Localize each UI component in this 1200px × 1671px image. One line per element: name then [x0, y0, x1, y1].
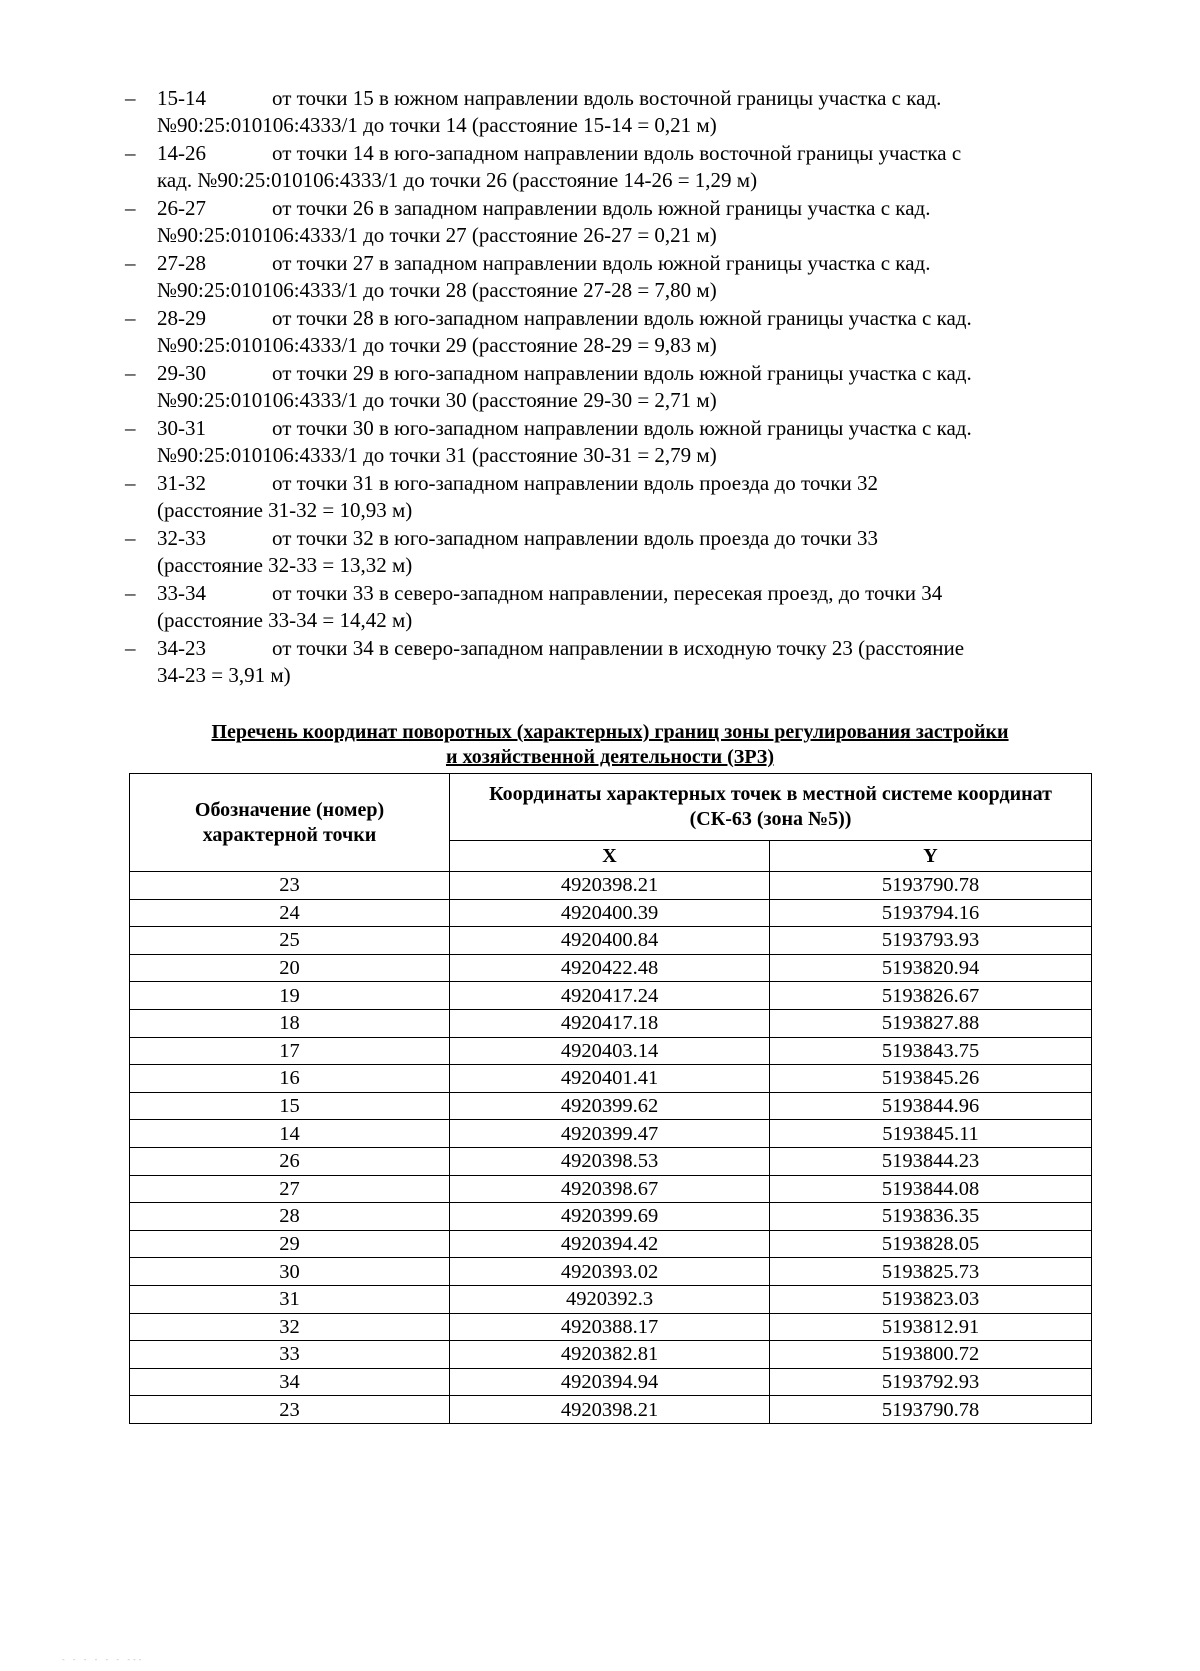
segment-item [125, 140, 1085, 194]
x-cell: 4920400.39 [450, 899, 770, 927]
segment-item [125, 470, 1085, 524]
y-cell: 5193827.88 [770, 1009, 1092, 1037]
y-cell: 5193800.72 [770, 1341, 1092, 1369]
x-cell: 4920382.81 [450, 1341, 770, 1369]
point-cell: 25 [130, 927, 450, 955]
header-x: X [450, 841, 770, 872]
segment-item [125, 635, 1085, 689]
table-row [130, 1175, 1092, 1203]
table-row [130, 1396, 1092, 1424]
segment-item [125, 85, 1085, 139]
point-cell: 19 [130, 982, 450, 1010]
x-cell: 4920398.67 [450, 1175, 770, 1203]
table-row [130, 927, 1092, 955]
segment-description-cont: №90:25:010106:4333/1 до точки 14 (расстояние 15-14 = 0,21 м) [157, 113, 717, 137]
y-cell: 5193794.16 [770, 899, 1092, 927]
table-row [130, 1230, 1092, 1258]
segment-code: 31-32 [157, 471, 206, 495]
point-cell: 32 [130, 1313, 450, 1341]
segment-description: от точки 26 в западном направлении вдоль южной границы участка с кад. [272, 196, 931, 220]
x-cell: 4920399.69 [450, 1203, 770, 1231]
y-cell: 5193844.23 [770, 1147, 1092, 1175]
point-cell: 23 [130, 872, 450, 900]
point-cell: 20 [130, 954, 450, 982]
segment-description-cont: №90:25:010106:4333/1 до точки 29 (расстояние 28-29 = 9,83 м) [157, 333, 717, 357]
table-row [130, 982, 1092, 1010]
point-cell: 31 [130, 1285, 450, 1313]
table-row [130, 954, 1092, 982]
list-dash: – [125, 361, 136, 385]
x-cell: 4920417.24 [450, 982, 770, 1010]
x-cell: 4920388.17 [450, 1313, 770, 1341]
coordinates-table [129, 773, 1092, 1424]
segment-code: 15-14 [157, 86, 206, 110]
x-cell: 4920399.62 [450, 1092, 770, 1120]
table-row [130, 1092, 1092, 1120]
x-cell: 4920422.48 [450, 954, 770, 982]
segment-description: от точки 30 в юго-западном направлении вдоль южной границы участка с кад. [272, 416, 972, 440]
header-point-number: Обозначение (номер) характерной точки [130, 774, 450, 872]
segment-code: 29-30 [157, 361, 206, 385]
point-cell: 30 [130, 1258, 450, 1286]
segment-description-cont: (расстояние 32-33 = 13,32 м) [157, 553, 413, 577]
y-cell: 5193843.75 [770, 1037, 1092, 1065]
coordinates-table-body [130, 872, 1092, 1424]
segment-code: 32-33 [157, 526, 206, 550]
segment-item [125, 415, 1085, 469]
y-cell: 5193812.91 [770, 1313, 1092, 1341]
x-cell: 4920399.47 [450, 1120, 770, 1148]
segment-description-cont: №90:25:010106:4333/1 до точки 27 (расстояние 26-27 = 0,21 м) [157, 223, 717, 247]
segment-list [125, 85, 1085, 690]
y-cell: 5193844.96 [770, 1092, 1092, 1120]
point-cell: 24 [130, 899, 450, 927]
table-row [130, 1009, 1092, 1037]
point-cell: 23 [130, 1396, 450, 1424]
x-cell: 4920398.21 [450, 872, 770, 900]
segment-description: от точки 31 в юго-западном направлении вдоль проезда до точки 32 [272, 471, 879, 495]
segment-code: 34-23 [157, 636, 206, 660]
point-cell: 16 [130, 1065, 450, 1093]
y-cell: 5193844.08 [770, 1175, 1092, 1203]
table-row [130, 1147, 1092, 1175]
table-row [130, 1368, 1092, 1396]
x-cell: 4920403.14 [450, 1037, 770, 1065]
segment-code: 14-26 [157, 141, 206, 165]
point-cell: 26 [130, 1147, 450, 1175]
x-cell: 4920398.21 [450, 1396, 770, 1424]
y-cell: 5193836.35 [770, 1203, 1092, 1231]
list-dash: – [125, 636, 136, 660]
table-row [130, 1341, 1092, 1369]
segment-description-cont: 34-23 = 3,91 м) [157, 663, 291, 687]
y-cell: 5193823.03 [770, 1285, 1092, 1313]
segment-description: от точки 28 в юго-западном направлении вдоль южной границы участка с кад. [272, 306, 972, 330]
x-cell: 4920400.84 [450, 927, 770, 955]
x-cell: 4920417.18 [450, 1009, 770, 1037]
x-cell: 4920394.42 [450, 1230, 770, 1258]
y-cell: 5193845.11 [770, 1120, 1092, 1148]
table-row [130, 1037, 1092, 1065]
segment-description: от точки 29 в юго-западном направлении вдоль южной границы участка с кад. [272, 361, 972, 385]
y-cell: 5193845.26 [770, 1065, 1092, 1093]
segment-item [125, 525, 1085, 579]
x-cell: 4920398.53 [450, 1147, 770, 1175]
table-row [130, 872, 1092, 900]
segment-description: от точки 34 в северо-западном направлении в исходную точку 23 (расстояние [272, 636, 965, 660]
point-cell: 15 [130, 1092, 450, 1120]
point-cell: 27 [130, 1175, 450, 1203]
header-coordinates: Координаты характерных точек в местной системе координат (СК-63 (зона №5)) [450, 774, 1092, 841]
list-dash: – [125, 251, 136, 275]
list-dash: – [125, 196, 136, 220]
table-row [130, 1065, 1092, 1093]
point-cell: 29 [130, 1230, 450, 1258]
list-dash: – [125, 86, 136, 110]
point-cell: 18 [130, 1009, 450, 1037]
list-dash: – [125, 306, 136, 330]
segment-description-cont: №90:25:010106:4333/1 до точки 31 (расстояние 30-31 = 2,79 м) [157, 443, 717, 467]
segment-description: от точки 27 в западном направлении вдоль южной границы участка с кад. [272, 251, 931, 275]
point-cell: 17 [130, 1037, 450, 1065]
scan-footer-mark: - - - - - - --- [62, 1655, 145, 1664]
segment-code: 30-31 [157, 416, 206, 440]
table-row [130, 1258, 1092, 1286]
y-cell: 5193792.93 [770, 1368, 1092, 1396]
segment-code: 26-27 [157, 196, 206, 220]
table-row [130, 1203, 1092, 1231]
x-cell: 4920393.02 [450, 1258, 770, 1286]
segment-item [125, 195, 1085, 249]
segment-description-cont: (расстояние 31-32 = 10,93 м) [157, 498, 413, 522]
table-heading-line1: Перечень координат поворотных (характерных) границ зоны регулирования застройки [211, 721, 1009, 743]
table-heading-line2: и хозяйственной деятельности (ЗРЗ) [445, 746, 775, 768]
segment-description: от точки 32 в юго-западном направлении вдоль проезда до точки 33 [272, 526, 879, 550]
list-dash: – [125, 581, 136, 605]
table-row [130, 899, 1092, 927]
segment-code: 33-34 [157, 581, 206, 605]
y-cell: 5193790.78 [770, 1396, 1092, 1424]
y-cell: 5193825.73 [770, 1258, 1092, 1286]
x-cell: 4920392.3 [450, 1285, 770, 1313]
table-row [130, 1285, 1092, 1313]
segment-description: от точки 14 в юго-западном направлении вдоль восточной границы участка с [272, 141, 962, 165]
segment-description-cont: кад. №90:25:010106:4333/1 до точки 26 (расстояние 14-26 = 1,29 м) [157, 168, 758, 192]
point-cell: 28 [130, 1203, 450, 1231]
y-cell: 5193826.67 [770, 982, 1092, 1010]
point-cell: 34 [130, 1368, 450, 1396]
segment-item [125, 305, 1085, 359]
segment-description: от точки 15 в южном направлении вдоль восточной границы участка с кад. [272, 86, 942, 110]
list-dash: – [125, 416, 136, 440]
segment-description-cont: №90:25:010106:4333/1 до точки 28 (расстояние 27-28 = 7,80 м) [157, 278, 717, 302]
segment-description-cont: №90:25:010106:4333/1 до точки 30 (расстояние 29-30 = 2,71 м) [157, 388, 717, 412]
table-row [130, 1313, 1092, 1341]
segment-description: от точки 33 в северо-западном направлении, пересекая проезд, до точки 34 [272, 581, 943, 605]
segment-code: 28-29 [157, 306, 206, 330]
y-cell: 5193828.05 [770, 1230, 1092, 1258]
segment-item [125, 250, 1085, 304]
header-y: Y [770, 841, 1092, 872]
segment-code: 27-28 [157, 251, 206, 275]
y-cell: 5193820.94 [770, 954, 1092, 982]
segment-item [125, 580, 1085, 634]
y-cell: 5193793.93 [770, 927, 1092, 955]
list-dash: – [125, 526, 136, 550]
point-cell: 14 [130, 1120, 450, 1148]
table-heading [130, 720, 1090, 770]
x-cell: 4920401.41 [450, 1065, 770, 1093]
segment-item [125, 360, 1085, 414]
list-dash: – [125, 141, 136, 165]
point-cell: 33 [130, 1341, 450, 1369]
segment-description-cont: (расстояние 33-34 = 14,42 м) [157, 608, 413, 632]
y-cell: 5193790.78 [770, 872, 1092, 900]
table-row [130, 1120, 1092, 1148]
list-dash: – [125, 471, 136, 495]
x-cell: 4920394.94 [450, 1368, 770, 1396]
